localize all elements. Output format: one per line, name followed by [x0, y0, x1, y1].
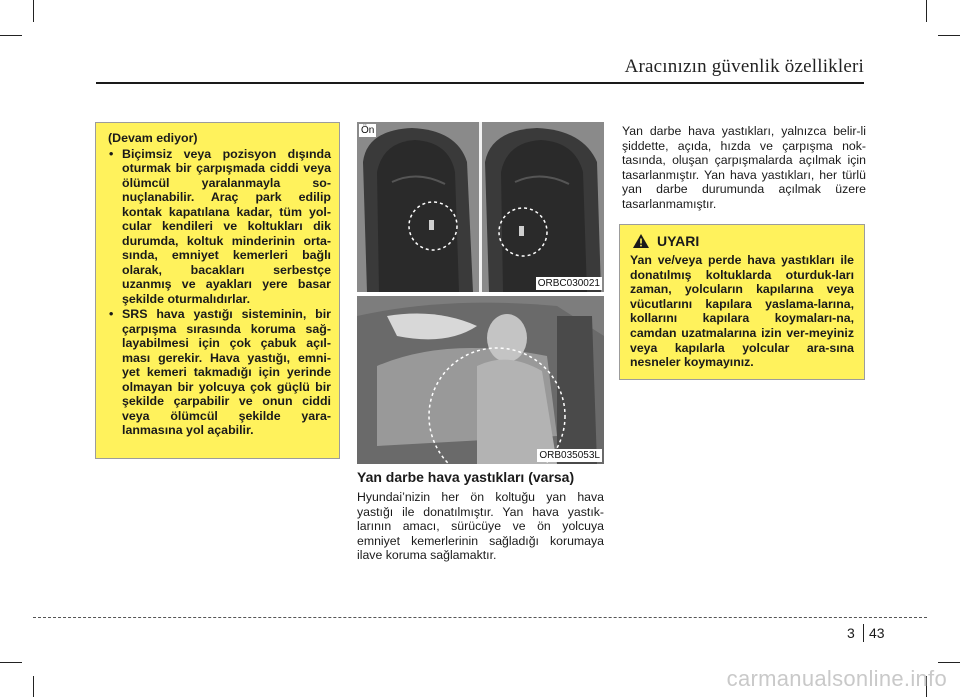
header-rule [96, 82, 864, 84]
right-body-text: Yan darbe hava yastıkları, yalnızca belir-li şiddette, açıda, hızda ve çarpışma nok-tasında, oluşan çarpışmalarda açılmak için tasarlanmıştır. Yan hava yastıkları, her türlü yan darbe durumunda açılmak üzere tasarlanmamıştır. [622, 124, 866, 211]
crop-mark [938, 35, 960, 36]
chapter-number: 3 [847, 625, 855, 641]
crop-mark [938, 662, 960, 663]
image-code: ORB035053L [539, 450, 600, 461]
continued-heading: (Devam ediyor) [108, 131, 198, 145]
bullet-item: • Biçimsiz veya pozisyon dışında oturmak bir çarpışmada ciddi veya ölümcül yaralanmayla so-nuçlanabilir. Araç park edilip kontak kapatılana kadar, tüm yol-cular kendileri ve koltukları dik durumda, koltuk minderinin orta-sında, emniyet kemerleri bağlı olarak, bacakları serbestçe uzanmış ve ayakları yere basar şekilde oturmalıdırlar. [104, 147, 331, 307]
seat-airbag-drawing [357, 122, 604, 292]
warning-text: Yan ve/veya perde hava yastıkları ile donatılmış koltuklarda oturduk-ları zaman, yolcuların kapılarına veya vücutlarını kapılara yaslama-larına, kollarını kapılara koymaları-na, camdan uzatmalarına izin ver-meyiniz veya kapılarla yolcular ara-sına nesneler koymayınız. [630, 253, 854, 370]
warning-triangle-icon [632, 233, 650, 249]
page-number: 43 [869, 625, 885, 641]
page-number-separator [863, 624, 864, 642]
crop-mark [33, 0, 34, 22]
warning-box [619, 224, 865, 380]
footer-rule [33, 617, 927, 618]
warning-header [632, 233, 854, 249]
crop-mark [926, 0, 927, 22]
section-header-title: Aracınızın güvenlik özellikleri [624, 56, 864, 77]
crop-mark [33, 676, 34, 697]
front-label: Ön [361, 125, 375, 136]
watermark: carmanualsonline.info [726, 666, 947, 691]
section-body-text: Hyundai’nizin her ön koltuğu yan hava yastığı ile donatılmıştır. Yan hava yastık-larının amacı, sürücüye ve ön yolcuya emniyet kemerlerinin sağladığı korumaya ilave koruma sağlamaktır. [357, 490, 604, 563]
side-airbag-illustration [357, 296, 604, 464]
continued-warning-box [95, 122, 340, 459]
seat-airbag-illustration [357, 122, 604, 292]
image-code: ORBC030021 [537, 278, 600, 289]
crop-mark [0, 662, 22, 663]
side-airbag-drawing [357, 296, 604, 464]
bullet-item: • SRS hava yastığı sisteminin, bir çarpışma sırasında koruma sağ-layabilmesi için çok çabuk açıl-ması gerekir. Hava yastığı, emni-yet kemeri takmadığı için yerinde olmayan bir yolcuya çok güçlü bir şekilde çarpabilir ve onun ciddi veya ölümcül şekilde yara-lanmasına yol açabilir. [104, 307, 331, 438]
warning-title: UYARI [657, 233, 700, 249]
section-heading: Yan darbe hava yastıkları (varsa) [357, 469, 575, 485]
crop-mark [0, 35, 22, 36]
